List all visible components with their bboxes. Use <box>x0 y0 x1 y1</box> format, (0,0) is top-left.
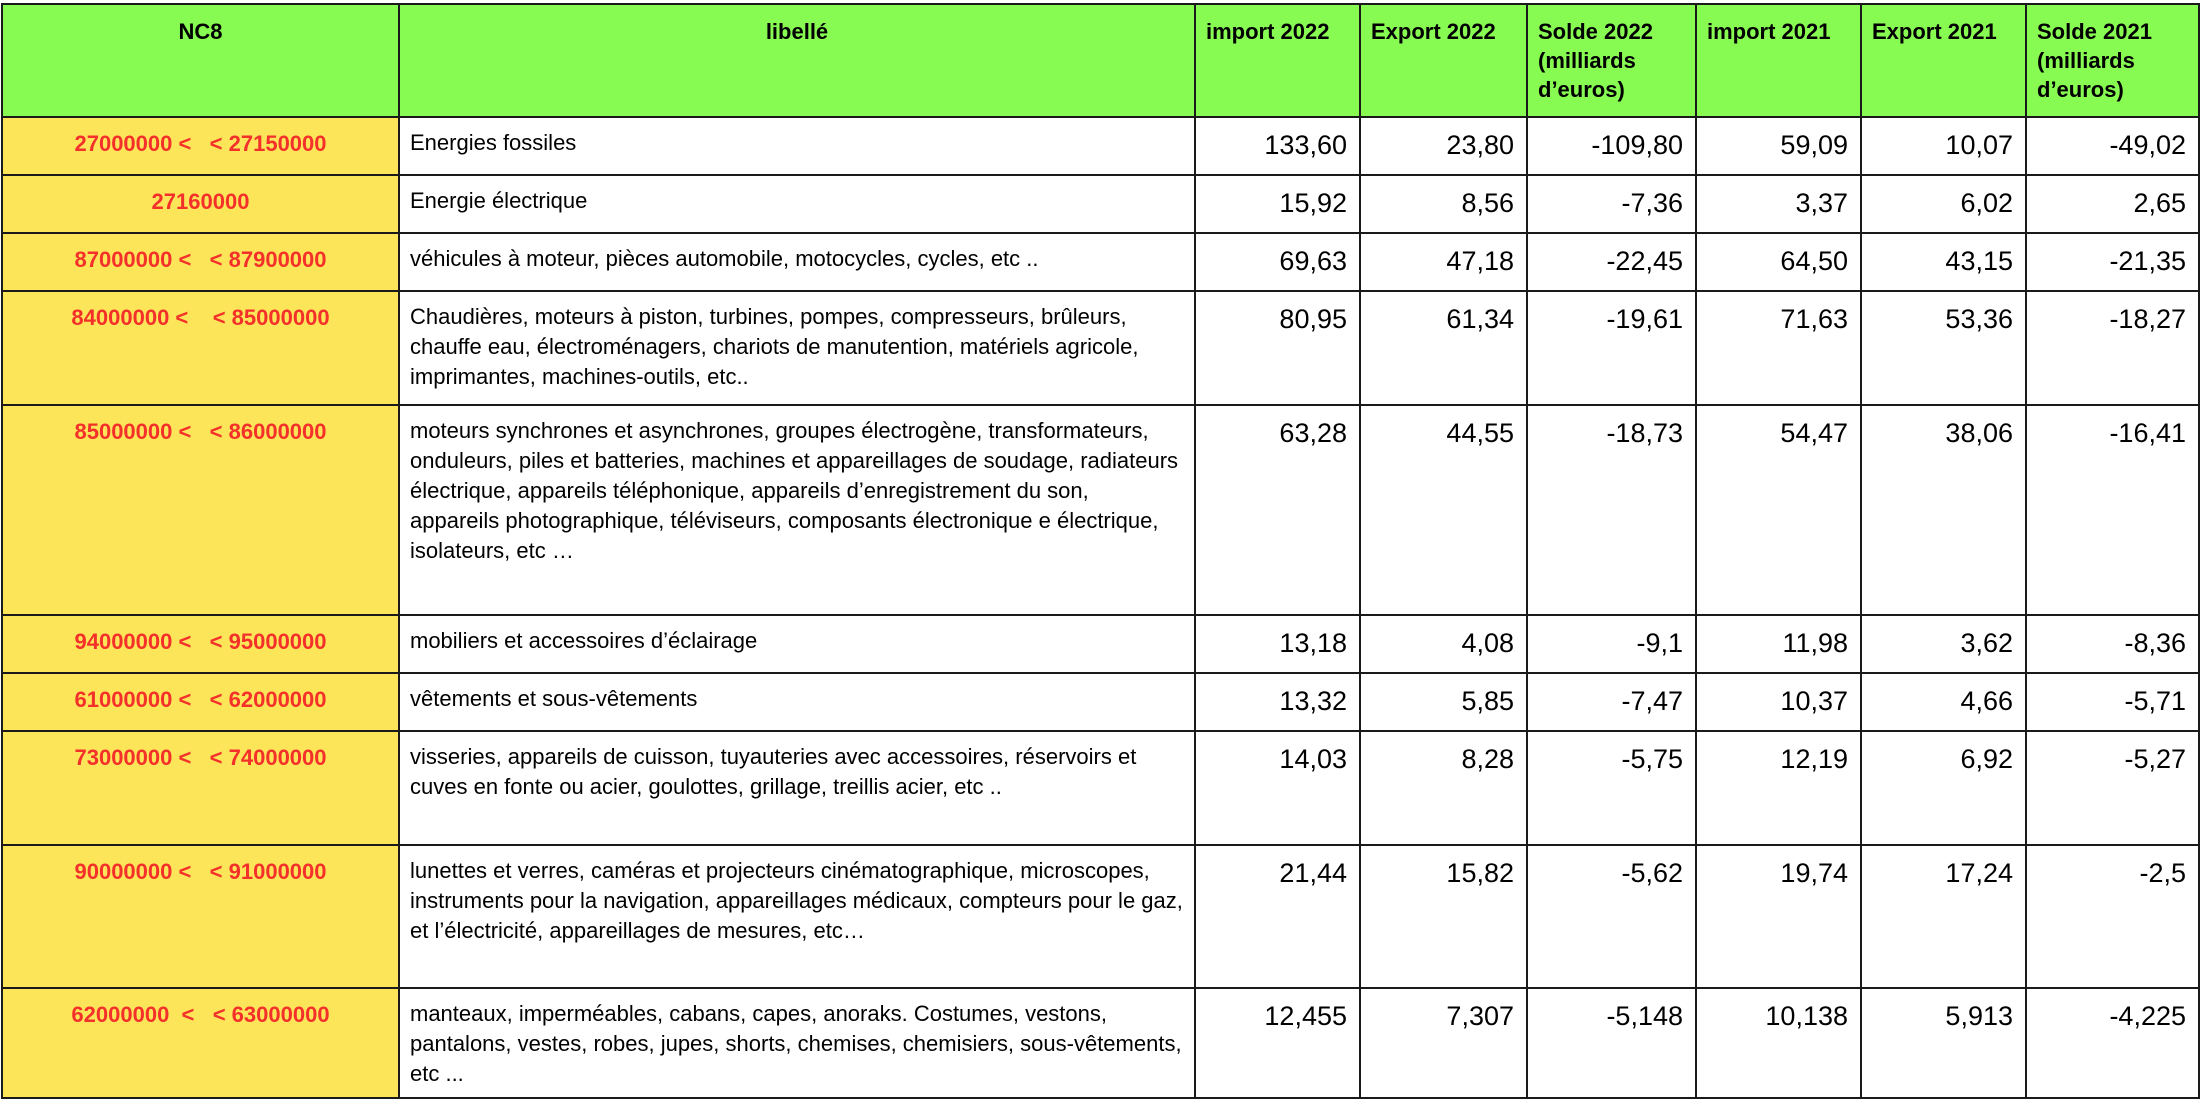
libelle-cell: moteurs synchrones et asynchrones, groupes électrogène, transformateurs, onduleurs, piles et batteries, machines et appareillages de soudage, radiateurs électrique, appareils téléphonique, appareils d’enregistrement du son, appareils photographique, téléviseurs, composants électronique e électrique, isolateurs, etc … <box>399 405 1195 615</box>
header-import-2022: import 2022 <box>1195 4 1360 117</box>
export-2022-cell: 4,08 <box>1360 615 1527 673</box>
table-row <box>2 291 2199 405</box>
solde-2022-cell: -5,148 <box>1527 988 1696 1098</box>
nc8-code-cell: 27160000 <box>2 175 399 233</box>
nc8-code-cell: 61000000 < < 62000000 <box>2 673 399 731</box>
libelle-cell: véhicules à moteur, pièces automobile, motocycles, cycles, etc .. <box>399 233 1195 291</box>
table-row <box>2 233 2199 291</box>
import-2021-cell: 64,50 <box>1696 233 1861 291</box>
import-2022-cell: 63,28 <box>1195 405 1360 615</box>
header-solde-2022: Solde 2022 (milliards d’euros) <box>1527 4 1696 117</box>
export-2022-cell: 23,80 <box>1360 117 1527 175</box>
table-row <box>2 988 2199 1098</box>
solde-2021-cell: -49,02 <box>2026 117 2199 175</box>
import-2022-cell: 80,95 <box>1195 291 1360 405</box>
trade-balance-table <box>1 3 2200 1099</box>
import-2022-cell: 13,32 <box>1195 673 1360 731</box>
table-row <box>2 845 2199 988</box>
nc8-code-cell: 90000000 < < 91000000 <box>2 845 399 988</box>
export-2021-cell: 53,36 <box>1861 291 2026 405</box>
libelle-cell: Energie électrique <box>399 175 1195 233</box>
libelle-cell: visseries, appareils de cuisson, tuyauteries avec accessoires, réservoirs et cuves en fonte ou acier, goulottes, grillage, treillis acier, etc .. <box>399 731 1195 845</box>
import-2022-cell: 14,03 <box>1195 731 1360 845</box>
nc8-code-cell: 94000000 < < 95000000 <box>2 615 399 673</box>
solde-2022-cell: -7,36 <box>1527 175 1696 233</box>
export-2022-cell: 15,82 <box>1360 845 1527 988</box>
libelle-cell: lunettes et verres, caméras et projecteurs cinématographique, microscopes, instruments pour la navigation, appareillages médicaux, compteurs pour le gaz, et l’électricité, appareillages de mesures, etc… <box>399 845 1195 988</box>
header-solde-2021: Solde 2021 (milliards d’euros) <box>2026 4 2199 117</box>
nc8-code-cell: 84000000 < < 85000000 <box>2 291 399 405</box>
header-nc8: NC8 <box>2 4 399 117</box>
table-row <box>2 117 2199 175</box>
import-2021-cell: 10,138 <box>1696 988 1861 1098</box>
import-2021-cell: 59,09 <box>1696 117 1861 175</box>
libelle-cell: Chaudières, moteurs à piston, turbines, pompes, compresseurs, brûleurs, chauffe eau, électroménagers, chariots de manutention, matériels agricole, imprimantes, machines-outils, etc.. <box>399 291 1195 405</box>
export-2021-cell: 6,02 <box>1861 175 2026 233</box>
solde-2021-cell: -5,27 <box>2026 731 2199 845</box>
export-2021-cell: 5,913 <box>1861 988 2026 1098</box>
solde-2021-cell: -18,27 <box>2026 291 2199 405</box>
import-2021-cell: 54,47 <box>1696 405 1861 615</box>
import-2021-cell: 3,37 <box>1696 175 1861 233</box>
import-2021-cell: 11,98 <box>1696 615 1861 673</box>
import-2022-cell: 15,92 <box>1195 175 1360 233</box>
libelle-cell: mobiliers et accessoires d’éclairage <box>399 615 1195 673</box>
solde-2022-cell: -18,73 <box>1527 405 1696 615</box>
import-2021-cell: 19,74 <box>1696 845 1861 988</box>
import-2021-cell: 71,63 <box>1696 291 1861 405</box>
export-2021-cell: 4,66 <box>1861 673 2026 731</box>
solde-2021-cell: -21,35 <box>2026 233 2199 291</box>
table-row <box>2 175 2199 233</box>
solde-2022-cell: -9,1 <box>1527 615 1696 673</box>
table-row <box>2 615 2199 673</box>
export-2021-cell: 3,62 <box>1861 615 2026 673</box>
solde-2021-cell: -8,36 <box>2026 615 2199 673</box>
export-2022-cell: 8,28 <box>1360 731 1527 845</box>
nc8-code-cell: 87000000 < < 87900000 <box>2 233 399 291</box>
solde-2022-cell: -7,47 <box>1527 673 1696 731</box>
import-2022-cell: 69,63 <box>1195 233 1360 291</box>
nc8-code-cell: 62000000 < < 63000000 <box>2 988 399 1098</box>
nc8-code-cell: 73000000 < < 74000000 <box>2 731 399 845</box>
solde-2021-cell: 2,65 <box>2026 175 2199 233</box>
import-2022-cell: 12,455 <box>1195 988 1360 1098</box>
export-2022-cell: 47,18 <box>1360 233 1527 291</box>
export-2022-cell: 7,307 <box>1360 988 1527 1098</box>
export-2021-cell: 6,92 <box>1861 731 2026 845</box>
nc8-code-cell: 85000000 < < 86000000 <box>2 405 399 615</box>
export-2021-cell: 38,06 <box>1861 405 2026 615</box>
nc8-code-cell: 27000000 < < 27150000 <box>2 117 399 175</box>
export-2022-cell: 5,85 <box>1360 673 1527 731</box>
header-import-2021: import 2021 <box>1696 4 1861 117</box>
table-row <box>2 731 2199 845</box>
export-2021-cell: 10,07 <box>1861 117 2026 175</box>
import-2022-cell: 21,44 <box>1195 845 1360 988</box>
table-row <box>2 405 2199 615</box>
header-export-2022: Export 2022 <box>1360 4 1527 117</box>
export-2022-cell: 44,55 <box>1360 405 1527 615</box>
import-2022-cell: 13,18 <box>1195 615 1360 673</box>
solde-2022-cell: -22,45 <box>1527 233 1696 291</box>
import-2022-cell: 133,60 <box>1195 117 1360 175</box>
export-2021-cell: 43,15 <box>1861 233 2026 291</box>
solde-2022-cell: -5,62 <box>1527 845 1696 988</box>
header-libelle: libellé <box>399 4 1195 117</box>
export-2022-cell: 8,56 <box>1360 175 1527 233</box>
import-2021-cell: 12,19 <box>1696 731 1861 845</box>
header-export-2021: Export 2021 <box>1861 4 2026 117</box>
solde-2022-cell: -19,61 <box>1527 291 1696 405</box>
libelle-cell: vêtements et sous-vêtements <box>399 673 1195 731</box>
import-2021-cell: 10,37 <box>1696 673 1861 731</box>
solde-2021-cell: -4,225 <box>2026 988 2199 1098</box>
export-2021-cell: 17,24 <box>1861 845 2026 988</box>
solde-2022-cell: -5,75 <box>1527 731 1696 845</box>
solde-2021-cell: -5,71 <box>2026 673 2199 731</box>
solde-2021-cell: -16,41 <box>2026 405 2199 615</box>
libelle-cell: manteaux, imperméables, cabans, capes, anoraks. Costumes, vestons, pantalons, vestes, robes, jupes, shorts, chemises, chemisiers, sous-vêtements, etc ... <box>399 988 1195 1098</box>
table-row <box>2 673 2199 731</box>
header-row <box>2 4 2199 117</box>
libelle-cell: Energies fossiles <box>399 117 1195 175</box>
solde-2021-cell: -2,5 <box>2026 845 2199 988</box>
solde-2022-cell: -109,80 <box>1527 117 1696 175</box>
export-2022-cell: 61,34 <box>1360 291 1527 405</box>
